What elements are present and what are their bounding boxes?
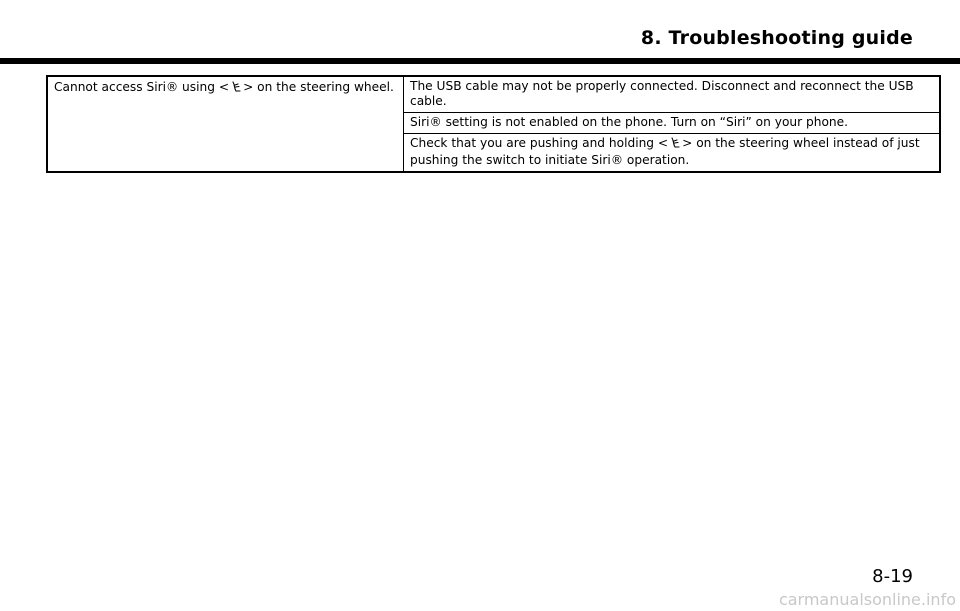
symptom-text-before: Cannot access Siri® using < — [54, 80, 230, 94]
remedies-column — [404, 77, 939, 171]
watermark: carmanualsonline.info — [778, 590, 956, 609]
remedy-row — [404, 77, 939, 113]
voice-recognition-icon — [670, 137, 680, 153]
header-rule — [0, 58, 960, 64]
remedy-text: The USB cable may not be properly connected. Disconnect and reconnect the USB cable. — [410, 79, 914, 108]
remedy-row — [404, 134, 939, 171]
symptom-text-after: > on the steering wheel. — [243, 80, 394, 94]
remedy-text: Siri® setting is not enabled on the phone. Turn on “Siri” on your phone. — [410, 115, 849, 129]
remedy-text-before: Check that you are pushing and holding < — [410, 136, 669, 150]
troubleshooting-table — [46, 75, 941, 173]
symptom-cell — [48, 77, 404, 171]
remedy-text-after: > on the steering wheel instead of just pushing the switch to initiate Siri® operation. — [410, 136, 920, 167]
remedy-row — [404, 113, 939, 134]
voice-recognition-icon — [231, 81, 241, 97]
page-number: 8-19 — [872, 566, 913, 587]
page-section-title: 8. Troubleshooting guide — [640, 27, 913, 49]
